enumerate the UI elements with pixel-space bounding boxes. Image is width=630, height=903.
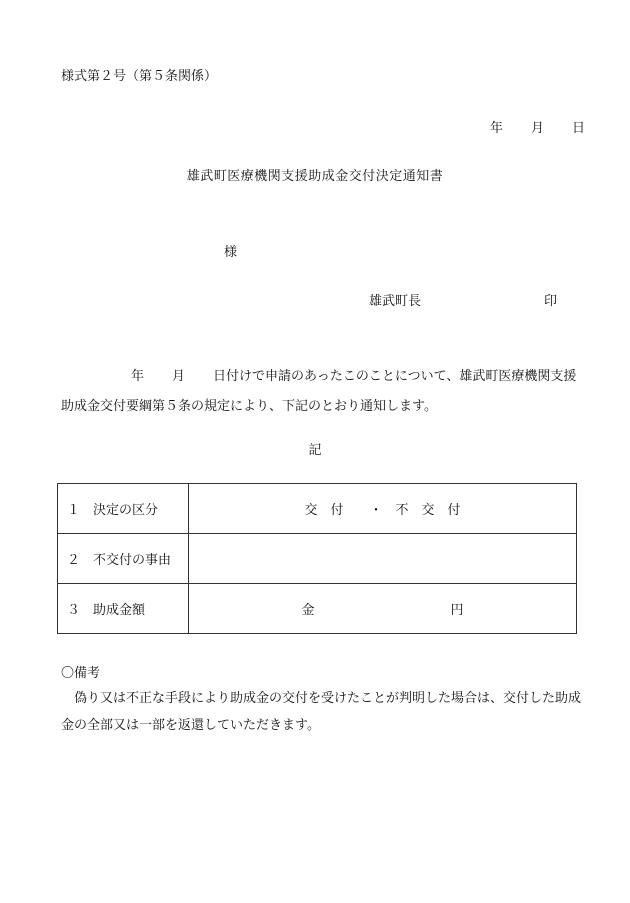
issuer: 雄武町長: [369, 294, 422, 309]
decision-table: [57, 483, 577, 634]
table-row: [58, 534, 577, 584]
body-text: 日付けで申請のあったこのことについて、雄武町医療機関支援助成金交付要綱第５条の規定により、下記のとおり通知します。: [61, 369, 577, 414]
table-row: [58, 584, 577, 634]
date-year-label: 年: [490, 121, 504, 136]
row-label: ３ 助成金額: [58, 584, 189, 634]
seal-mark: 印: [544, 294, 558, 309]
amount-value: [189, 584, 577, 634]
form-number: 様式第２号（第５条関係）: [61, 69, 218, 84]
table-row: [58, 484, 577, 534]
reason-value: [189, 534, 577, 584]
row-label: ２ 不交付の事由: [58, 534, 189, 584]
notes-text: 偽り又は不正な手段により助成金の交付を受けたことが判明した場合は、交付した助成金の全部又は一部を返還していただきます。: [61, 691, 582, 733]
addressee-suffix: 様: [224, 245, 238, 260]
date-line: [490, 117, 585, 136]
ki-heading: 記: [308, 443, 322, 458]
decision-value: 交 付 ・ 不 交 付: [189, 484, 577, 534]
date-day-label: 日: [572, 121, 586, 136]
date-month-label: 月: [531, 121, 545, 136]
body-year-label: 年: [131, 369, 145, 384]
document-title: 雄武町医療機関支援助成金交付決定通知書: [186, 169, 444, 184]
amount-suffix: 円: [450, 603, 464, 618]
notes-heading: 〇備考: [61, 666, 101, 681]
amount-prefix: 金: [301, 603, 315, 618]
body-month-label: 月: [172, 369, 186, 384]
row-label: １ 決定の区分: [58, 484, 189, 534]
body-paragraph: [61, 362, 581, 422]
